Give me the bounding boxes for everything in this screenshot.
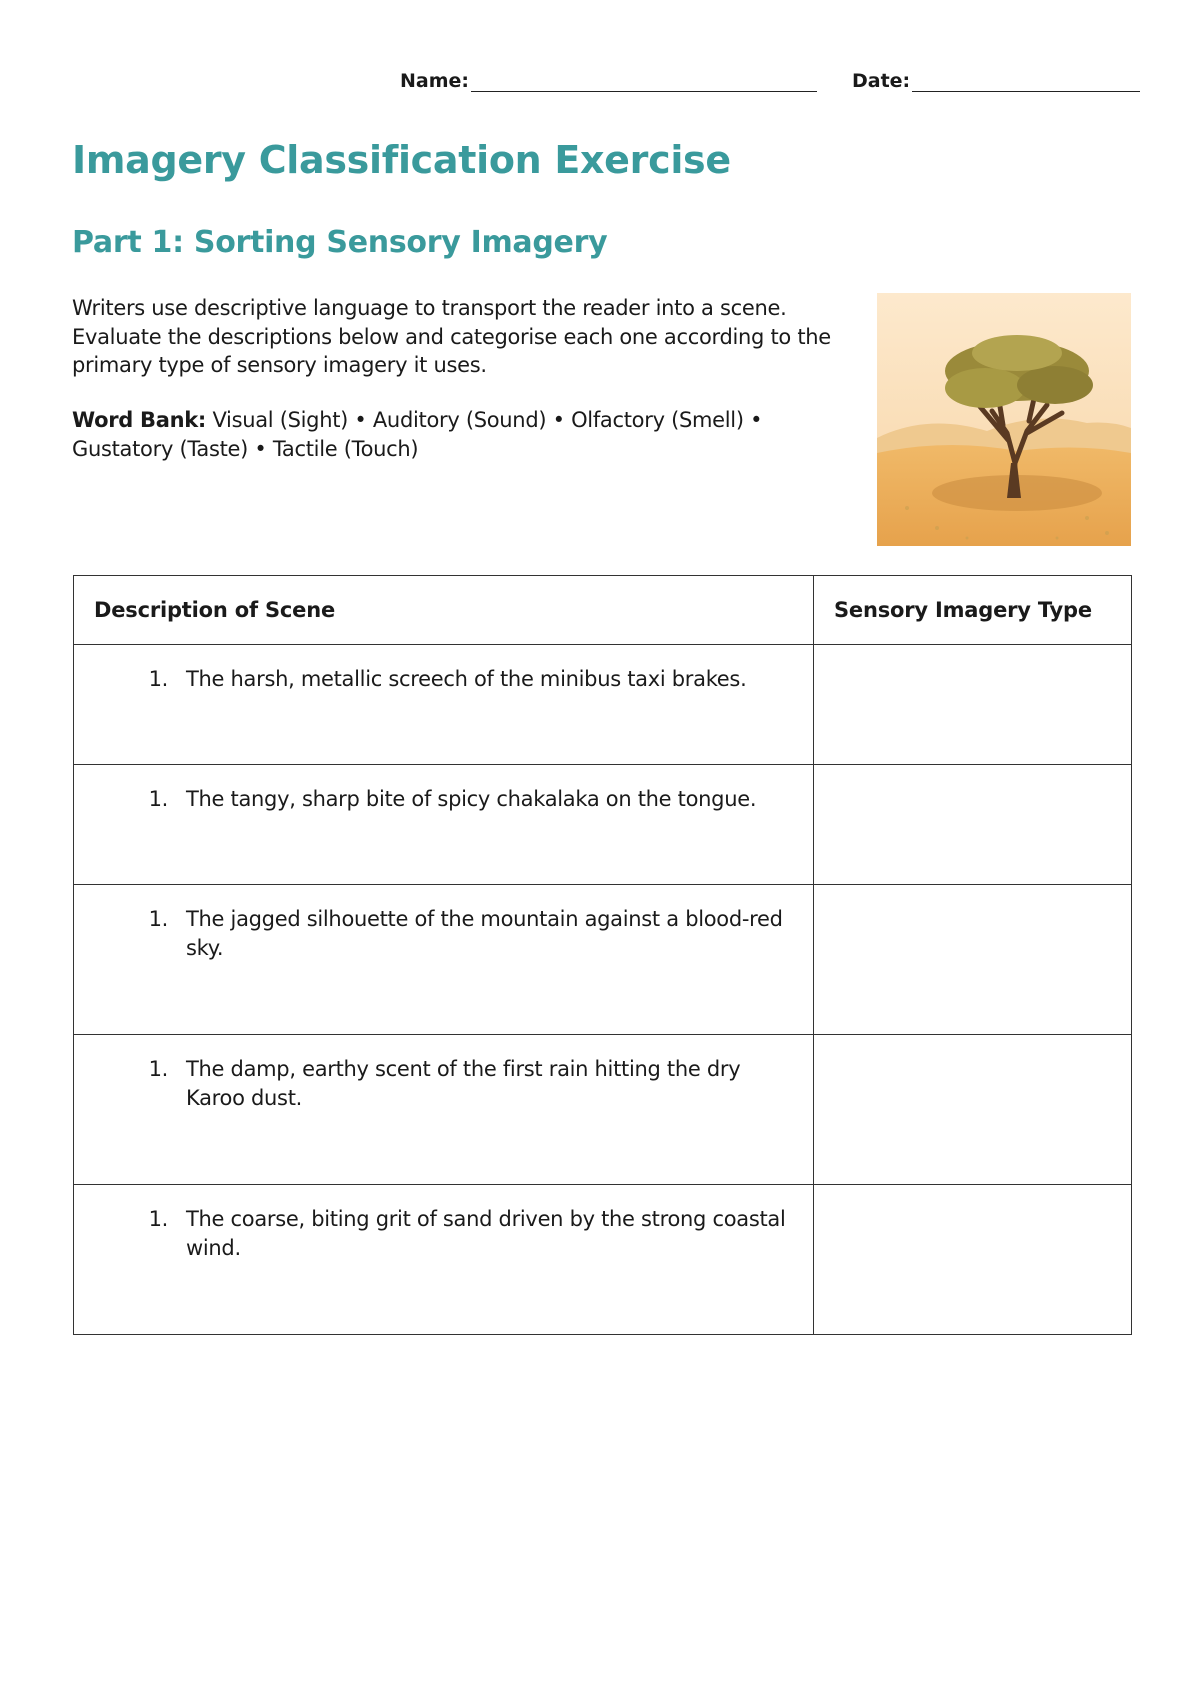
table-row (74, 765, 1132, 885)
item-text: The coarse, biting grit of sand driven by the strong coastal wind. (186, 1207, 786, 1260)
answer-cell[interactable] (814, 885, 1132, 1035)
part-heading: Part 1: Sorting Sensory Imagery (72, 225, 608, 260)
description-cell (74, 645, 814, 765)
word-bank-items: Visual (Sight) • Auditory (Sound) • Olfactory (Smell) • Gustatory (Taste) • Tactile (Touch) (72, 408, 763, 461)
item-text: The tangy, sharp bite of spicy chakalaka on the tongue. (186, 787, 757, 811)
header-fields (400, 70, 1135, 100)
answer-cell[interactable] (814, 645, 1132, 765)
answer-cell[interactable] (814, 765, 1132, 885)
date-label: Date: (852, 70, 911, 92)
description-cell (74, 1035, 814, 1185)
intro-text: Writers use descriptive language to transport the reader into a scene. Evaluate the descriptions below and categorise each one according to the primary type of sensory imagery it uses. (72, 296, 831, 377)
name-line[interactable] (471, 71, 817, 92)
item-number: 1. (148, 667, 168, 691)
item-text: The harsh, metallic screech of the minibus taxi brakes. (186, 667, 747, 691)
item-number: 1. (148, 907, 168, 931)
word-bank (72, 406, 832, 463)
answer-cell[interactable] (814, 1185, 1132, 1335)
name-label: Name: (400, 70, 470, 92)
item-number: 1. (148, 787, 168, 811)
table-row (74, 645, 1132, 765)
description-cell (74, 885, 814, 1035)
item-text: The jagged silhouette of the mountain against a blood-red sky. (186, 907, 783, 960)
tree-canopy-right (1017, 366, 1093, 404)
description-cell (74, 765, 814, 885)
date-field[interactable] (852, 70, 1140, 92)
table-row (74, 885, 1132, 1035)
tree-canopy-top (972, 335, 1062, 371)
word-bank-label: Word Bank: (72, 408, 207, 432)
tree-canopy-left (945, 368, 1025, 408)
description-cell (74, 1185, 814, 1335)
header-description: Description of Scene (74, 576, 814, 645)
date-line[interactable] (912, 71, 1140, 92)
header-imagery-type: Sensory Imagery Type (814, 576, 1132, 645)
table-row (74, 1185, 1132, 1335)
acacia-tree-illustration (877, 293, 1131, 546)
answer-cell[interactable] (814, 1035, 1132, 1185)
table-header-row (74, 576, 1132, 645)
item-text: The damp, earthy scent of the first rain hitting the dry Karoo dust. (186, 1057, 741, 1110)
item-number: 1. (148, 1207, 168, 1231)
name-field[interactable] (400, 70, 817, 92)
item-number: 1. (148, 1057, 168, 1081)
table-row (74, 1035, 1132, 1185)
page-title: Imagery Classification Exercise (72, 138, 731, 182)
exercise-table (73, 575, 1132, 1335)
